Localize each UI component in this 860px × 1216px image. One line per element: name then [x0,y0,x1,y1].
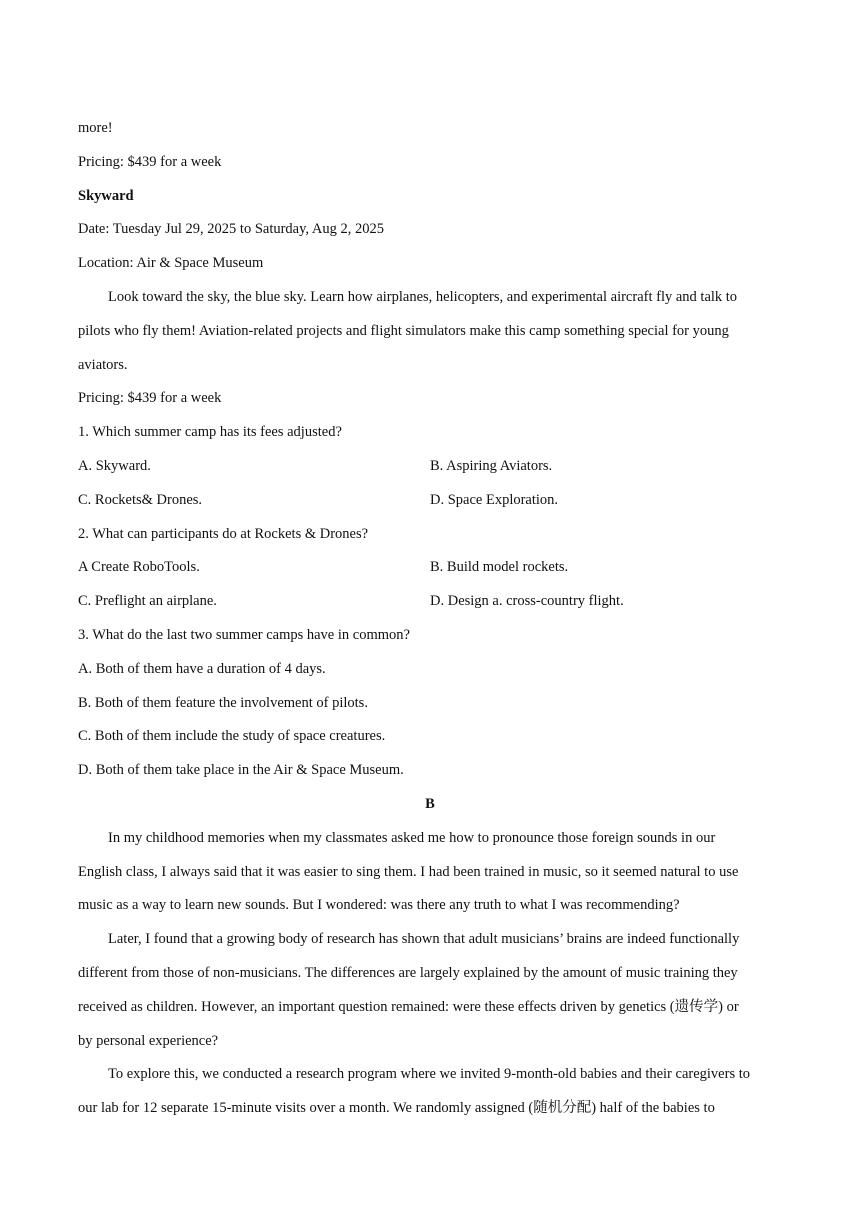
question-2-options-row [78,585,782,619]
previous-camp-pricing: Pricing: $439 for a week [78,153,222,170]
question-3-option-c: C. Both of them include the study of space creatures. [78,728,386,745]
camp-pricing: Pricing: $439 for a week [78,390,222,407]
camp-location: Location: Air & Space Museum [78,255,264,272]
question-1-option-d: D. Space Exploration. [430,491,559,508]
passage-b-line: Later, I found that a growing body of research has shown that adult musicians’ brains are indeed functionally [108,931,740,948]
passage-a-continuation: more! [78,120,113,136]
question-1-options-row [78,450,782,484]
question-1-stem: 1. Which summer camp has its fees adjusted? [78,424,342,441]
passage-b-line: different from those of non-musicians. The differences are largely explained by the amount of music training they [78,964,738,981]
question-2-option-c: C. Preflight an airplane. [78,593,217,610]
passage-b-line: received as children. However, an important question remained: were these effects driven by genetics (遗传学) or [78,998,739,1015]
question-3-option-b: B. Both of them feature the involvement of pilots. [78,694,368,711]
question-3-option-d: D. Both of them take place in the Air & Space Museum. [78,762,404,779]
camp-description-line: aviators. [78,356,128,373]
camp-date: Date: Tuesday Jul 29, 2025 to Saturday, Aug 2, 2025 [78,221,384,238]
question-2-option-b: B. Build model rockets. [430,559,569,576]
passage-b-line: In my childhood memories when my classmates asked me how to pronounce those foreign sounds in our [108,829,716,846]
camp-description-line: pilots who fly them! Aviation-related projects and flight simulators make this camp something special for young [78,322,729,339]
passage-b-heading: B [425,795,435,812]
question-1-option-a: A. Skyward. [78,457,151,474]
camp-description-line: Look toward the sky, the blue sky. Learn how airplanes, helicopters, and experimental aircraft fly and talk to [108,288,738,305]
question-1-options-row [78,484,782,518]
passage-b-line: our lab for 12 separate 15-minute visits over a month. We randomly assigned (随机分配) half of the babies to [78,1100,715,1117]
passage-b-line: To explore this, we conducted a research program where we invited 9-month-old babies and their caregivers to [108,1066,750,1083]
passage-b-line: music as a way to learn new sounds. But I wondered: was there any truth to what I was recommending? [78,897,680,914]
passage-b-line: by personal experience? [78,1032,219,1049]
question-1-option-c: C. Rockets& Drones. [78,491,203,508]
page-content [78,112,782,1126]
camp-title-skyward: Skyward [78,187,134,204]
question-3-stem: 3. What do the last two summer camps have in common? [78,626,410,643]
question-2-option-a: A Create RoboTools. [78,559,200,576]
question-3-option-a: A. Both of them have a duration of 4 days. [78,660,326,677]
passage-b-line: English class, I always said that it was easier to sing them. I had been trained in music, so it seemed natural to use [78,863,739,880]
question-2-option-d: D. Design a. cross-country flight. [430,593,624,610]
question-2-stem: 2. What can participants do at Rockets & Drones? [78,525,369,542]
question-2-options-row [78,551,782,585]
question-1-option-b: B. Aspiring Aviators. [430,457,553,474]
